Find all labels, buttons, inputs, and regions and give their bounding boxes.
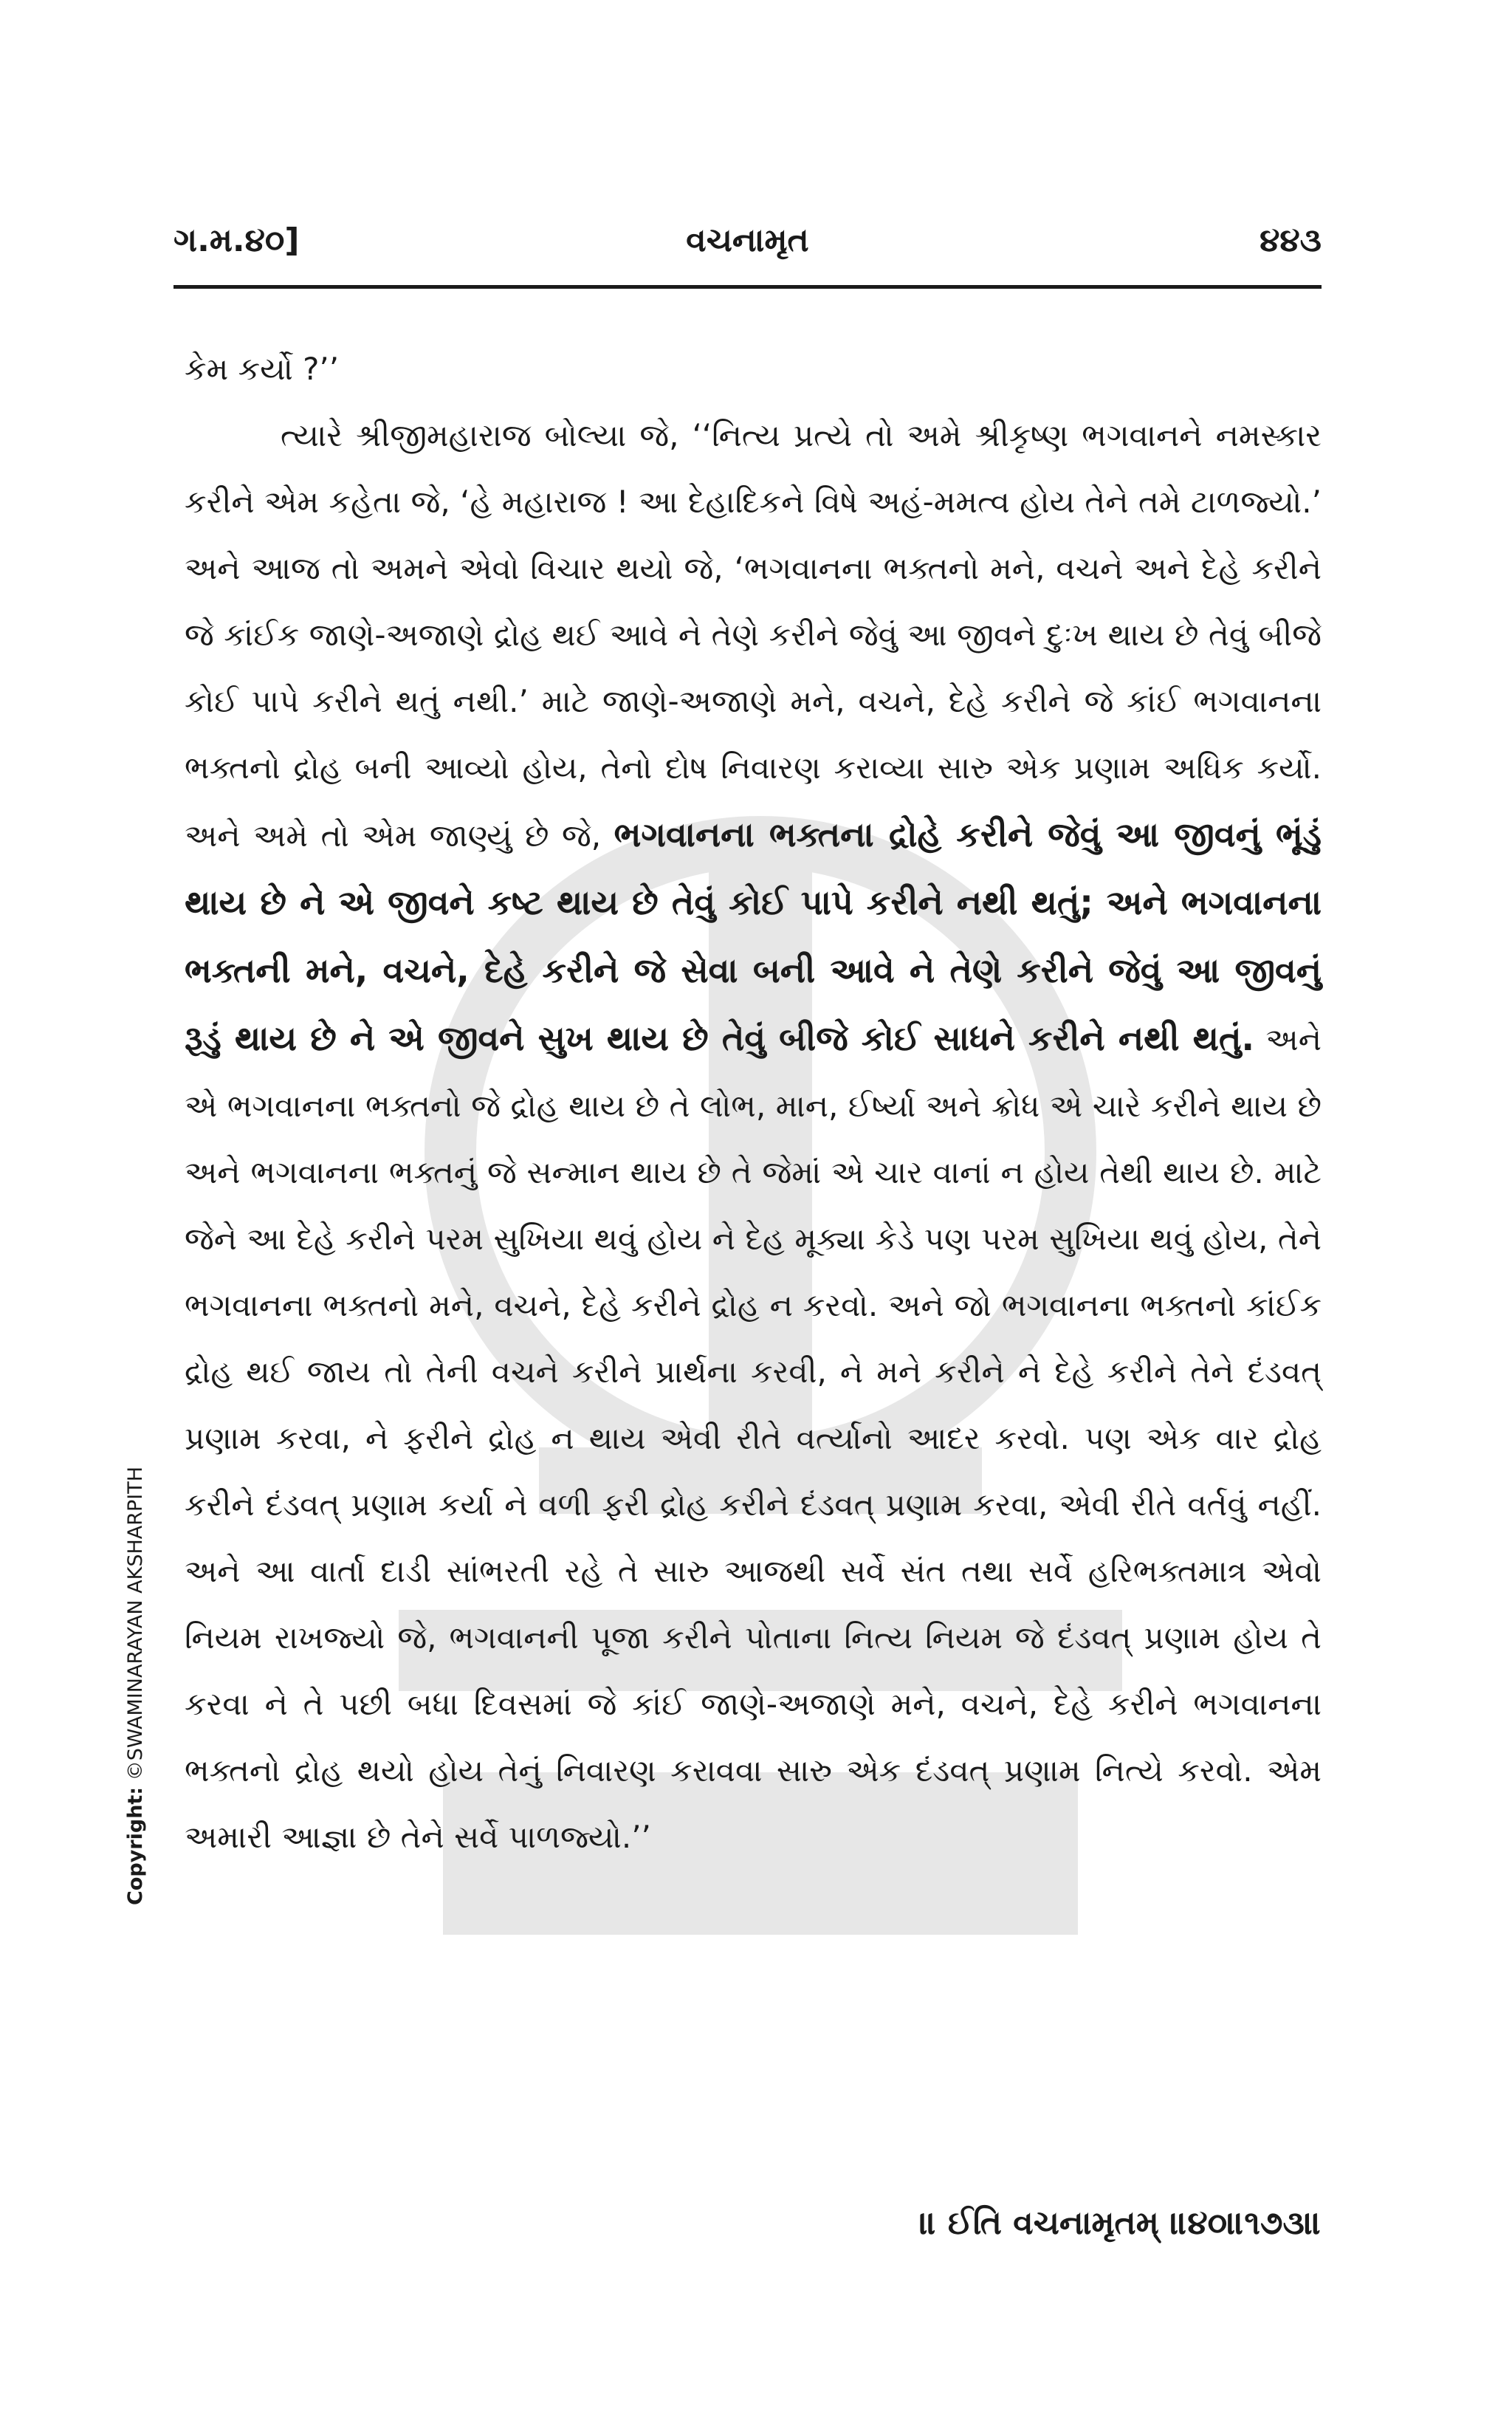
running-header [173,222,1322,270]
chapter-reference: ગ.મ.૪૦] [173,222,300,259]
paragraph-text-rest: અને એ ભગવાનના ભક્તનો જે દ્રોહ થાય છે તે લોભ, માન, ઈર્ષ્યા અને ક્રોધ એ ચારે કરીને થાય છે અને ભગવાનના ભક્તનું જે સન્માન થાય છે તે જેમાં એ ચાર વાનાં ન હોય તેથી થાય છે. માટે જેને આ દેહે કરીને પરમ સુખિયા થવું હોય ને દેહ મૂક્યા કેડે પણ પરમ સુખિયા થવું હોય, તેને ભગવાનના ભક્તનો મને, વચને, દેહે કરીને દ્રોહ ન કરવો. અને જો ભગવાનના ભક્તનો કાંઈક દ્રોહ થઈ જાય તો તેની વચને કરીને પ્રાર્થના કરવી, ને મને કરીને ને દેહે કરીને તેને દંડવત્ પ્રણામ કરવા, ને ફરીને દ્રોહ ન થાય એવી રીતે વર્ત્યાનો આદર કરવો. પણ એક વાર દ્રોહ કરીને દંડવત્ પ્રણામ કર્યા ને વળી ફરી દ્રોહ કરીને દંડવત્ પ્રણામ કરવા, એવી રીતે વર્તવું નહીં. અને આ વાર્તા દાડી સાંભરતી રહે તે સારુ આજથી સર્વે સંત તથા સર્વે હરિભક્તમાત્ર એવો નિયમ રાખજ્યો જે, ભગવાનની પૂજા કરીને પોતાના નિત્ય નિયમ જે દંડવત્ પ્રણામ હોય તે કરવા ને તે પછી બધા દિવસમાં જે કાંઈ જાણે-અજાણે મને, વચને, દેહે કરીને ભગવાનના ભક્તનો દ્રોહ થયો હોય તેનું નિવારણ કરાવવા સારુ એક દંડવત્ પ્રણામ નિત્યે કરવો. એમ અમારી આજ્ઞા છે તેને સર્વે પાળજ્યો.’’ [185,1021,1322,1855]
copyright-text: ©SWAMINARAYAN AKSHARPITH [124,1466,147,1787]
page-number: ૪૪૩ [1260,222,1322,259]
paragraph-text: ત્યારે શ્રીજીમહારાજ બોલ્યા જે, ‘‘નિત્ય પ્રત્યે તો અમે શ્રીકૃષ્ણ ભગવાનને નમસ્કાર કરીને એમ કહેતા જે, ‘હે મહારાજ ! આ દેહાદિકને વિષે અહં-મમત્વ હોય તેને તમે ટાળજ્યો.’ અને આજ તો અમને એવો વિચાર થયો જે, ‘ભગવાનના ભક્તનો મને, વચને અને દેહે કરીને જે કાંઈક જાણે-અજાણે દ્રોહ થઈ આવે ને તેણે કરીને જેવું આ જીવને દુઃખ થાય છે તેવું બીજે કોઈ પાપે કરીને થતું નથી.’ માટે જાણે-અજાણે મને, વચને, દેહે કરીને જે કાંઈ ભગવાનના ભક્તનો દ્રોહ બની આવ્યો હોય, તેનો દોષ નિવારણ કરાવ્યા સારુ એક પ્રણામ અધિક કર્યો. અને અમે તો એમ જાણ્યું છે જે, [185,417,1322,854]
paragraph-continuation: કેમ કર્યો ?’’ [185,351,340,387]
emphasized-text: ભગવાનના ભક્તના દ્રોહે કરીને જેવું આ જીવનું ભૂંડું થાય છે ને એ જીવને કષ્ટ થાય છે તેવું કોઈ પાપે કરીને નથી થતું; અને ભગવાનના ભક્તની મને, વચને, દેહે કરીને જે સેવા બની આવે ને તેણે કરીને જેવું આ જીવનું રૂડું થાય છે ને એ જીવને સુખ થાય છે તેવું બીજે કોઈ સાધને કરીને નથી થતું. [185,815,1322,1058]
header-rule [173,285,1322,289]
paragraph-main [185,402,1322,1871]
copyright-notice [124,1467,147,1905]
body-text [185,336,1322,1871]
copyright-label: Copyright: [124,1786,147,1905]
book-title: વચનામૃત [686,222,809,259]
colophon: ॥ ઈતિ વચનામૃતમ્ ॥૪૦॥૧૭૩॥ [919,2204,1322,2242]
